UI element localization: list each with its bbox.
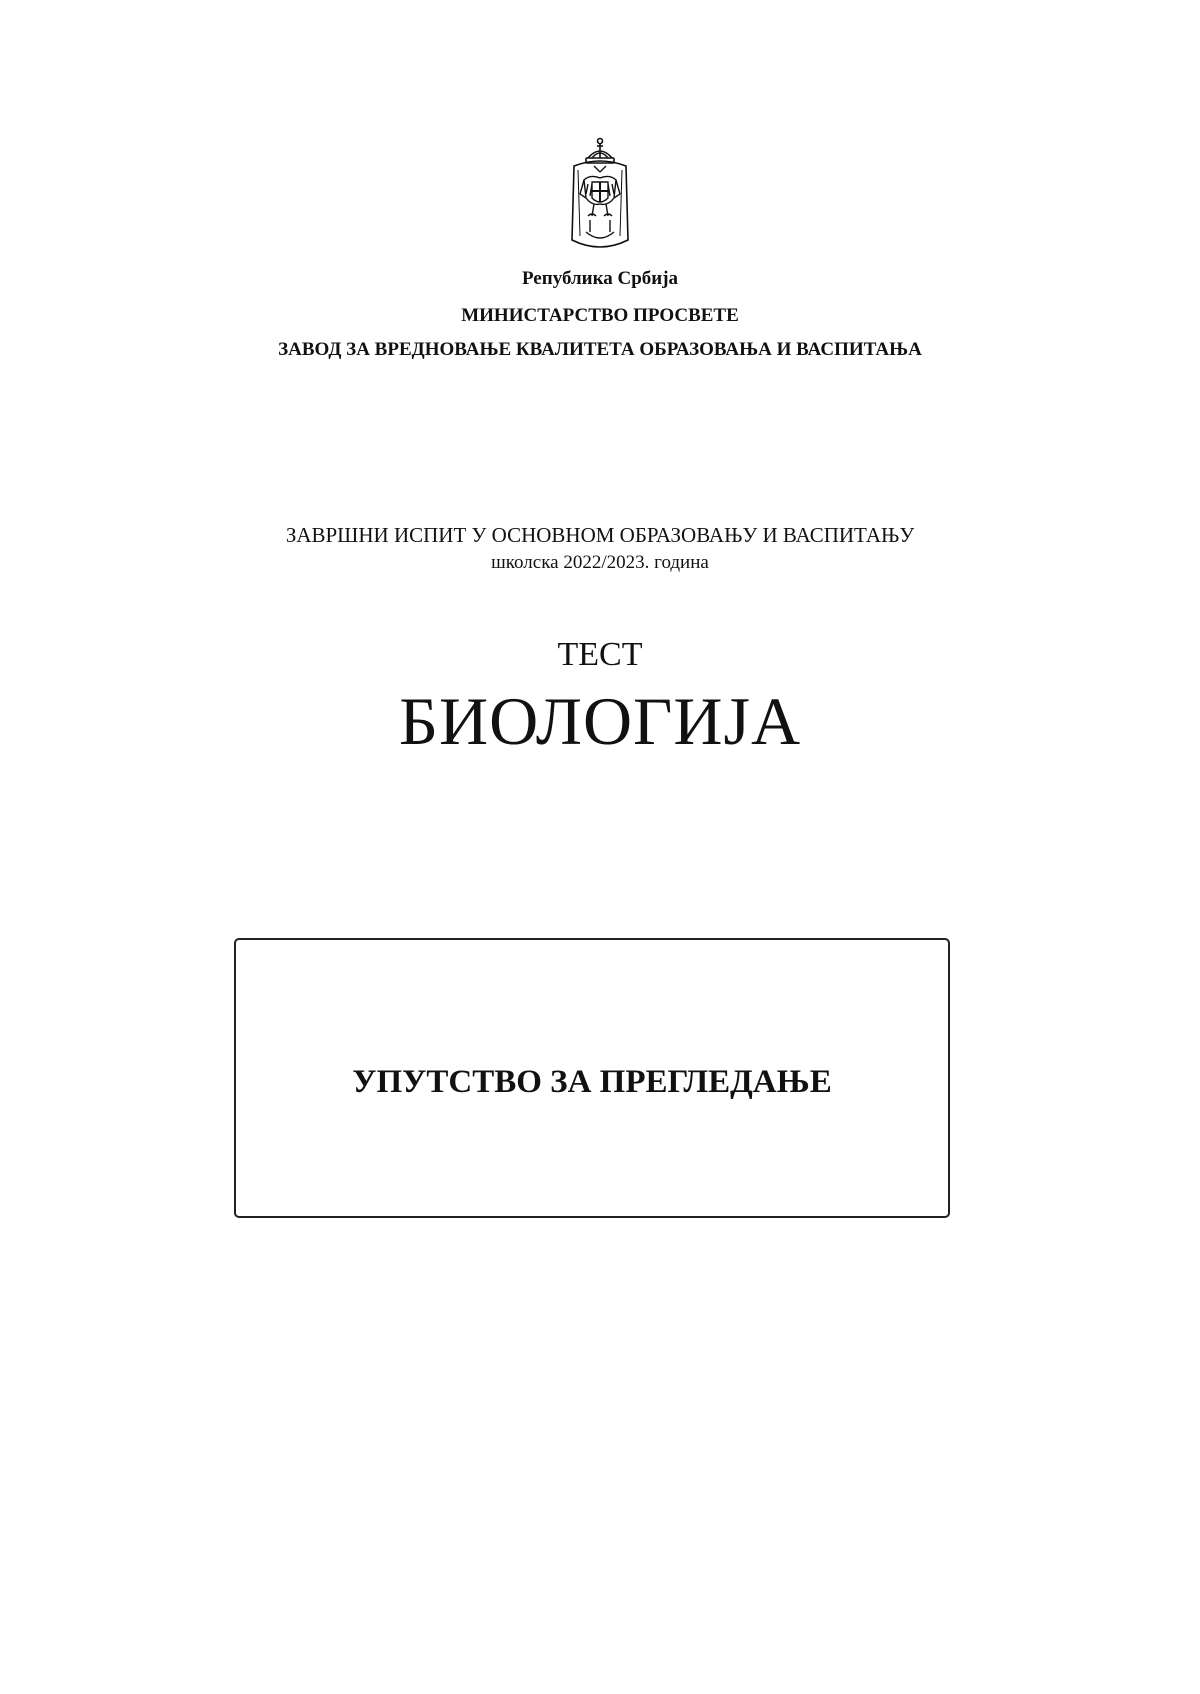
subject-title: БИОЛОГИЈА xyxy=(398,683,802,759)
test-label: ТЕСТ xyxy=(557,636,643,673)
exam-title: ЗАВРШНИ ИСПИТ У ОСНОВНОМ ОБРАЗОВАЊУ И ВАСПИТАЊУ xyxy=(285,523,915,547)
institute-name: ЗАВОД ЗА ВРЕДНОВАЊЕ КВАЛИТЕТА ОБРАЗОВАЊА И ВАСПИТАЊА xyxy=(278,339,922,360)
instructions-box xyxy=(234,938,950,1218)
instructions-title: УПУТСТВО ЗА ПРЕГЛЕДАЊЕ xyxy=(352,1064,832,1100)
serbian-coat-of-arms-icon xyxy=(568,136,632,256)
school-year: школска 2022/2023. година xyxy=(491,552,709,573)
ministry-name: МИНИСТАРСТВО ПРОСВЕТЕ xyxy=(461,305,739,326)
republic-name: Република Србија xyxy=(521,268,679,289)
